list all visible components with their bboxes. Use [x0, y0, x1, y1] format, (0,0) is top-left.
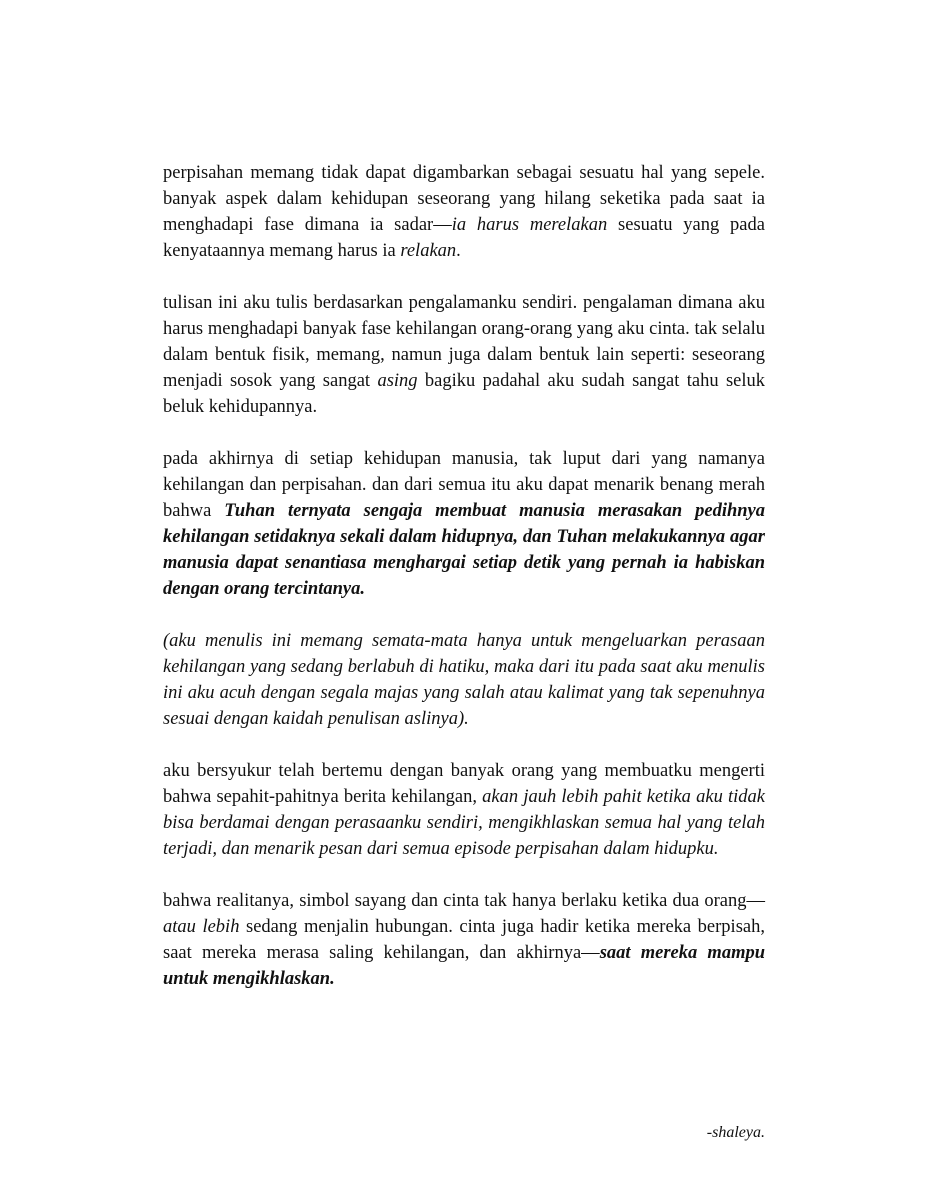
text-run-italic: akan jauh lebih pahit ketika aku tidak bisa berdamai dengan perasaanku sendiri, mengikhlaskan semua hal yang telah terjadi, dan menarik pesan dari semua episode perpisahan dalam hidupku. — [163, 787, 765, 859]
paragraph-2 — [163, 290, 765, 420]
paragraph-5 — [163, 758, 765, 862]
text-run-italic: asing — [377, 371, 418, 391]
signature: -shaleya. — [706, 1124, 765, 1141]
paragraph-4 — [163, 628, 765, 732]
paragraph-6 — [163, 888, 765, 992]
text-run-italic: ia harus merelakan — [451, 215, 608, 235]
text-run: bagiku padahal aku sudah sangat tahu seluk beluk kehidupannya. — [163, 371, 765, 417]
text-run-bold-italic: saat mereka mampu untuk mengikhlaskan. — [163, 943, 766, 989]
text-run: aku bersyukur telah bertemu dengan banyak orang yang membuatku mengerti bahwa sepahit-pahitnya berita kehilangan, — [163, 761, 765, 807]
text-run: bahwa realitanya, simbol sayang dan cinta tak hanya berlaku ketika dua orang— — [163, 891, 765, 911]
document-body — [163, 160, 765, 1018]
text-run: sesuatu yang pada kenyataannya memang harus ia — [163, 215, 765, 261]
text-run-italic: atau lebih — [163, 917, 240, 937]
text-run: perpisahan memang tidak dapat digambarkan sebagai sesuatu hal yang sepele. banyak aspek dalam kehidupan seseorang yang hilang seketika pada saat ia menghadapi fase dimana ia sadar— — [163, 163, 765, 235]
text-run-italic: relakan — [400, 241, 457, 261]
paragraph-3 — [163, 446, 765, 602]
text-run-bold-italic: Tuhan ternyata sengaja membuat manusia merasakan pedihnya kehilangan setidaknya sekali dalam hidupnya, dan Tuhan melakukannya agar manusia dapat senantiasa menghargai setiap detik yang pernah ia habiskan dengan orang tercintanya. — [163, 501, 765, 599]
paragraph-1 — [163, 160, 765, 264]
text-run: pada akhirnya di setiap kehidupan manusia, tak luput dari yang namanya kehilangan dan perpisahan. dan dari semua itu aku dapat menarik benang merah bahwa — [163, 449, 765, 521]
text-run: tulisan ini aku tulis berdasarkan pengalamanku sendiri. pengalaman dimana aku harus menghadapi banyak fase kehilangan orang-orang yang aku cinta. tak selalu dalam bentuk fisik, memang, namun juga dalam bentuk lain seperti: seseorang menjadi sosok yang sangat — [163, 293, 765, 391]
text-run: sedang menjalin hubungan. cinta juga hadir ketika mereka berpisah, saat mereka merasa saling kehilangan, dan akhirnya— — [163, 917, 765, 963]
text-run: . — [456, 241, 461, 261]
text-run-italic: (aku menulis ini memang semata-mata hanya untuk mengeluarkan perasaan kehilangan yang sedang berlabuh di hatiku, maka dari itu pada saat aku menulis ini aku acuh dengan segala majas yang salah atau kalimat yang tak sepenuhnya sesuai dengan kaidah penulisan aslinya). — [163, 631, 765, 729]
